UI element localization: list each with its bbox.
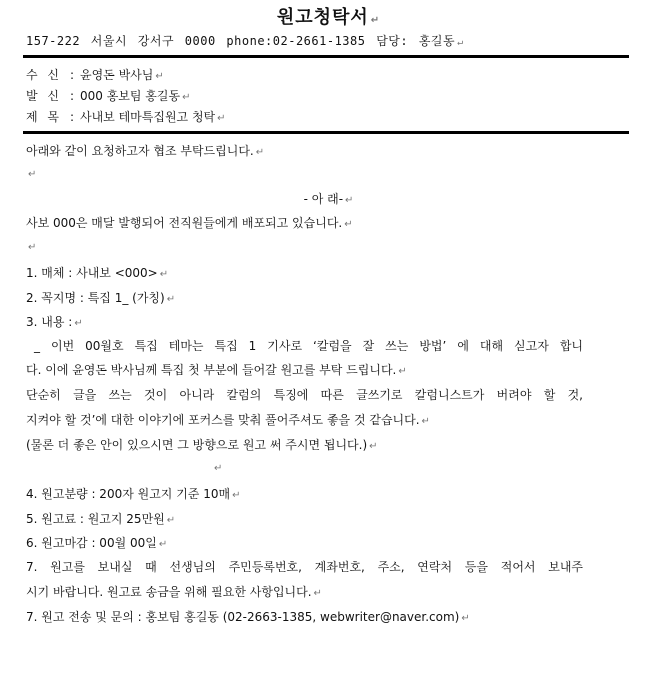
item-6: 6. 원고마감 : 00월 00일 ↵ xyxy=(26,536,168,550)
header-subject: 제 목 : 사내보 테마특집원고 청탁 ↵ xyxy=(26,110,226,124)
document-title: 원고청탁서 ↵ xyxy=(276,7,381,28)
below-heading: - 아 래- ↵ xyxy=(303,192,354,206)
content-line-4: 지켜야 할 것’에 대한 이야기에 포커스를 맞춰 풀어주셔도 좋을 것 같습니다. ↵ xyxy=(26,413,430,427)
intro-text: 아래와 같이 요청하고자 협조 부탁드립니다. ↵ xyxy=(26,144,265,158)
content-line-5: (물론 더 좋은 안이 있으시면 그 방향으로 원고 써 주시면 됩니다.) ↵ xyxy=(26,438,378,452)
item-2: 2. 꼭지명 : 특집 1_ (가칭) ↵ xyxy=(26,291,176,305)
item-4: 4. 원고분량 : 200자 원고지 기준 10매 ↵ xyxy=(26,487,241,501)
empty-paragraph: ↵ xyxy=(214,463,223,474)
item-7-line-2: 시기 바랍니다. 원고료 송금을 위해 필요한 사항입니다. ↵ xyxy=(26,585,322,599)
content-line-3: 단순히 글을 쓰는 것이 아니라 칼럼의 특징에 따른 글쓰기로 칼럼니스트가 버려야 할 것, xyxy=(26,388,583,402)
empty-paragraph: ↵ xyxy=(28,169,37,180)
item-3: 3. 내용 : ↵ xyxy=(26,315,83,329)
top-rule xyxy=(23,55,629,58)
content-line-2: 다. 이에 윤영돈 박사님께 특집 첫 부분에 들어갈 원고를 부탁 드립니다. ↵ xyxy=(26,363,407,377)
header-from: 발 신 : 000 홍보팀 홍길동 ↵ xyxy=(26,89,191,103)
content-line-1: _ 이번 00월호 특집 테마는 특집 1 기사로 ‘칼럼을 잘 쓰는 방법’ 에 대해 싣고자 합니 xyxy=(34,339,583,353)
item-7-line-1: 7. 원고를 보내실 때 선생님의 주민등록번호, 계좌번호, 주소, 연락처 등을 적어서 보내주 xyxy=(26,560,583,574)
header-to: 수 신 : 윤영돈 박사님 ↵ xyxy=(26,68,164,82)
item-1: 1. 매체 : 사내보 <000> ↵ xyxy=(26,266,169,280)
paragraph-1: 사보 000은 매달 발행되어 전직원들에게 배포되고 있습니다. ↵ xyxy=(26,216,353,230)
sender-info-line: 157-222 서울시 강서구 0000 phone:02-2661-1385 담당: 홍길동 ↵ xyxy=(26,34,464,48)
item-5: 5. 원고료 : 원고지 25만원 ↵ xyxy=(26,512,176,526)
item-8: 7. 원고 전송 및 문의 : 홍보팀 홍길동 (02-2663-1385, webwriter@naver.com) ↵ xyxy=(26,610,470,624)
empty-paragraph: ↵ xyxy=(28,242,37,253)
bottom-rule xyxy=(23,131,629,134)
